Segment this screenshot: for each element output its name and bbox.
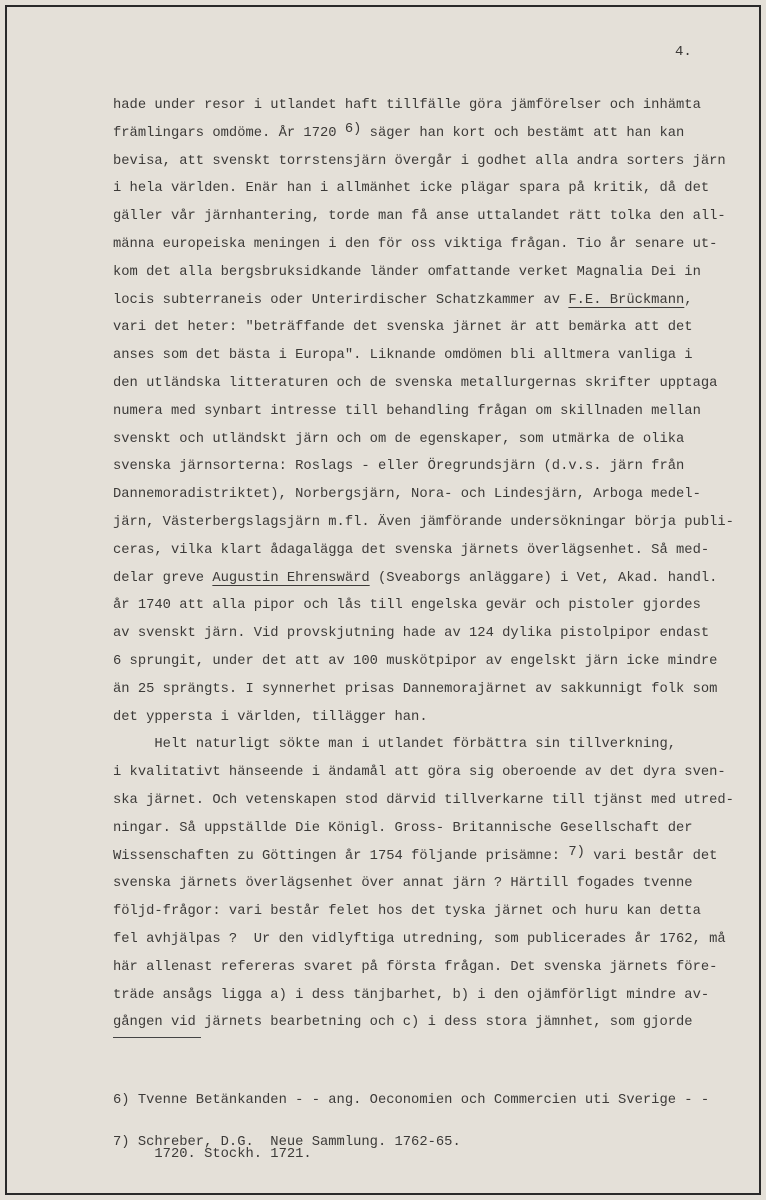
text-segment: numera med synbart intresse till behandling frågan om skillnaden mellan [113, 403, 701, 419]
footnote-6-line-1: 6) Tvenne Betänkanden - - ang. Oeconomien och Commercien uti Sverige - - [113, 1093, 710, 1108]
text-segment: svenskt och utländskt järn och om de egenskaper, som utmärka de olika [113, 431, 685, 447]
text-segment: locis subterraneis oder Unterirdischer Schatzkammer av [113, 292, 569, 308]
text-line [113, 259, 734, 287]
footnote-7 [113, 1098, 461, 1170]
text-line [113, 426, 734, 454]
text-segment: säger han kort och bestämt att han kan [361, 125, 685, 141]
text-line [113, 843, 734, 871]
text-segment: svenska järnsorterna: Roslags - eller Öregrundsjärn (d.v.s. järn från [113, 459, 685, 475]
text-segment: (Sveaborgs anläggare) i Vet, Akad. handl. [369, 570, 718, 586]
text-segment: följd-frågor: vari består felet hos det tyska järnet och huru kan detta [113, 904, 701, 920]
text-line [113, 870, 734, 898]
text-segment: den utländska litteraturen och de svenska metallurgernas skrifter upptaga [113, 375, 718, 391]
text-line [113, 620, 734, 648]
footnote-7-line-1: 7) Schreber, D.G. Neue Sammlung. 1762-65. [113, 1135, 461, 1150]
text-segment: hade under resor i utlandet haft tillfälle göra jämförelser och inhämta [113, 98, 701, 113]
footnote-6-line-2: 1720. Stockh. 1721. [113, 1147, 312, 1162]
text-line [113, 314, 734, 342]
text-segment: ceras, vilka klart ådagalägga det svenska järnets överlägsenhet. Så med- [113, 542, 710, 558]
text-segment: Helt naturligt sökte man i utlandet förbättra sin tillverkning, [113, 737, 677, 753]
text-segment: gäller vår järnhantering, torde man få anse uttalandet rätt tolka den all- [113, 209, 726, 225]
text-line [113, 120, 734, 148]
text-segment: i hela världen. Enär han i allmänhet icke plägar spara på kritik, då det [113, 181, 710, 197]
body-text [113, 92, 734, 1037]
text-line [113, 815, 734, 843]
text-line [113, 537, 734, 565]
text-segment: det yppersta i världen, tillägger han. [113, 709, 428, 725]
text-line [113, 398, 734, 426]
text-line [113, 1009, 734, 1037]
text-line [113, 342, 734, 370]
text-segment: än 25 sprängts. I synnerhet prisas Dannemorajärnet av sakkunnigt folk som [113, 681, 718, 697]
text-segment: här allenast refereras svaret på första frågan. Det svenska järnets före- [113, 959, 718, 975]
text-segment: ska järnet. Och vetenskapen stod därvid tillverkarne till tjänst med utred- [113, 792, 734, 808]
text-line [113, 565, 734, 593]
text-line [113, 509, 734, 537]
underlined-name: Augustin Ehrenswärd [212, 570, 370, 586]
text-line [113, 231, 734, 259]
text-line [113, 759, 734, 787]
text-segment: i kvalitativt hänseende i ändamål att göra sig oberoende av det dyra sven- [113, 765, 726, 781]
text-segment: träde ansågs ligga a) i dess tänjbarhet, b) i den ojämförligt mindre av- [113, 987, 710, 1003]
text-segment: , [684, 292, 693, 308]
text-segment: 6 sprungit, under det att av 100 muskötpipor av engelskt järn icke mindre [113, 653, 718, 669]
text-line [113, 481, 734, 509]
text-line [113, 926, 734, 954]
text-segment: svenska järnets överlägsenhet över annat järn ? Härtill fogades tvenne [113, 876, 693, 892]
text-line [113, 453, 734, 481]
text-line [113, 954, 734, 982]
text-segment: delar greve [113, 570, 213, 586]
text-line [113, 92, 734, 120]
text-line [113, 370, 734, 398]
page-number: 4. [675, 44, 692, 60]
text-line [113, 592, 734, 620]
text-segment: vari består det [584, 848, 718, 864]
text-segment: Wissenschaften zu Göttingen år 1754 följande prisämne: [113, 848, 569, 864]
text-segment: gången vid järnets bearbetning och c) i dess stora jämnhet, som gjorde [113, 1015, 693, 1031]
underlined-name: F.E. Brückmann [568, 292, 685, 308]
text-line [113, 982, 734, 1010]
text-segment: männa europeiska meningen i den för oss viktiga frågan. Tio år senare ut- [113, 236, 718, 252]
text-line [113, 648, 734, 676]
text-segment: år 1740 att alla pipor och lås till engelska gevär och pistoler gjordes [113, 598, 701, 614]
text-line [113, 175, 734, 203]
text-line [113, 148, 734, 176]
text-line [113, 287, 734, 315]
footnote-reference: 6) [344, 121, 362, 137]
text-segment: av svenskt järn. Vid provskjutning hade av 124 dylika pistolpipor endast [113, 626, 710, 642]
text-segment: järn, Västerbergslagsjärn m.fl. Även jämförande undersökningar börja publi- [113, 514, 734, 530]
text-segment: främlingars omdöme. År 1720 [113, 125, 345, 141]
footnote-separator [113, 1037, 201, 1038]
text-segment: Dannemoradistriktet), Norbergsjärn, Nora- och Lindesjärn, Arboga medel- [113, 487, 701, 503]
text-line [113, 203, 734, 231]
text-line [113, 704, 734, 732]
text-line [113, 898, 734, 926]
text-line [113, 787, 734, 815]
text-segment: vari det heter: "beträffande det svenska järnet är att bemärka att det [113, 320, 693, 336]
text-segment: fel avhjälpas ? Ur den vidlyftiga utredning, som publicerades år 1762, må [113, 931, 726, 947]
text-segment: kom det alla bergsbruksidkande länder omfattande verket Magnalia Dei in [113, 264, 701, 280]
text-line [113, 731, 734, 759]
text-segment: bevisa, att svenskt torrstensjärn övergår i godhet alla andra sorters järn [113, 153, 726, 169]
footnote-reference: 7) [568, 844, 585, 860]
text-line [113, 676, 734, 704]
text-segment: ningar. Så uppställde Die Königl. Gross- Britannische Gesellschaft der [113, 820, 693, 836]
text-segment: anses som det bästa i Europa". Liknande omdömen bli alltmera vanliga i [113, 348, 693, 364]
